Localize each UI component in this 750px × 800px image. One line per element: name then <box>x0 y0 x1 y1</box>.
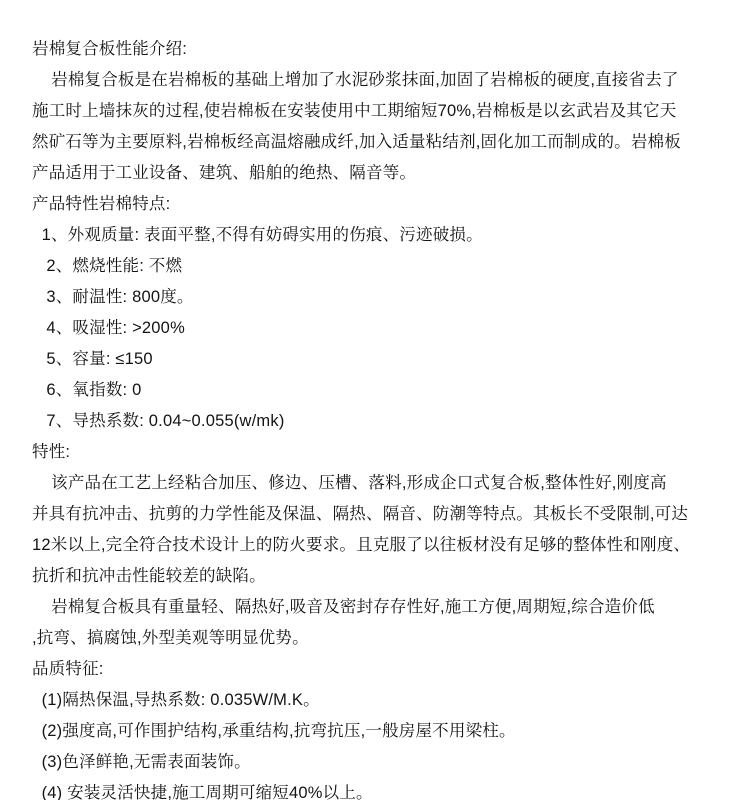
characteristics-paragraph-line: 抗折和抗冲击性能较差的缺陷。 <box>32 567 266 585</box>
list-item: 2、燃烧性能: 不燃 <box>32 257 183 275</box>
intro-paragraph-line: 然矿石等为主要原料,岩棉板经高温熔融成纤,加入适量粘结剂,固化加工而制成的。岩棉板 <box>32 133 681 151</box>
list-item: 1、外观质量: 表面平整,不得有妨碍实用的伤痕、污迹破损。 <box>32 226 483 244</box>
list-item: (2)强度高,可作围护结构,承重结构,抗弯抗压,一般房屋不用梁柱。 <box>32 722 516 740</box>
list-item: 3、耐温性: 800度。 <box>32 288 194 306</box>
characteristics-paragraph-line: 并具有抗冲击、抗剪的力学性能及保温、隔热、隔音、防潮等特点。其板长不受限制,可达 <box>32 505 689 523</box>
characteristics-paragraph-1 <box>32 468 724 592</box>
list-item: 6、氧指数: 0 <box>32 381 142 399</box>
intro-paragraph-line: 岩棉复合板是在岩棉板的基础上增加了水泥砂浆抹面,加固了岩棉板的硬度,直接省去了 <box>32 71 679 89</box>
list-item: 5、容量: ≤150 <box>32 350 153 368</box>
characteristics-paragraph-line: 12米以上,完全符合技术设计上的防火要求。且克服了以往板材没有足够的整体性和刚度、 <box>32 536 691 554</box>
characteristics-paragraph-line: 该产品在工艺上经粘合加压、修边、压槽、落料,形成企口式复合板,整体性好,刚度高 <box>32 474 667 492</box>
intro-paragraph-line: 产品适用于工业设备、建筑、船舶的绝热、隔音等。 <box>32 164 417 182</box>
intro-paragraph <box>32 65 724 189</box>
list-item: 4、吸湿性: >200% <box>32 319 185 337</box>
characteristics-paragraph-2 <box>32 592 724 654</box>
features-heading-line: 产品特性岩棉特点: <box>32 195 171 213</box>
intro-heading-line: 岩棉复合板性能介绍: <box>32 40 188 58</box>
list-item: (3)色泽鲜艳,无需表面装饰。 <box>32 753 251 771</box>
quality-list <box>32 685 724 800</box>
characteristics-paragraph-line: ,抗弯、搞腐蚀,外型美观等明显优势。 <box>32 629 309 647</box>
quality-heading-line: 品质特征: <box>32 660 104 678</box>
quality-heading <box>32 654 724 685</box>
characteristics-paragraph-line: 岩棉复合板具有重量轻、隔热好,吸音及密封存存性好,施工方便,周期短,综合造价低 <box>32 598 655 616</box>
intro-paragraph-line: 施工时上墙抹灰的过程,使岩棉板在安装使用中工期缩短70%,岩棉板是以玄武岩及其它天 <box>32 102 677 120</box>
characteristics-heading-line: 特性: <box>32 443 71 461</box>
intro-heading <box>32 34 724 65</box>
features-heading <box>32 189 724 220</box>
list-item: 7、导热系数: 0.04~0.055(w/mk) <box>32 412 285 430</box>
features-list <box>32 220 724 437</box>
list-item: (1)隔热保温,导热系数: 0.035W/M.K。 <box>32 691 320 709</box>
characteristics-heading <box>32 437 724 468</box>
list-item: (4) 安装灵活快捷,施工周期可缩短40%以上。 <box>32 784 373 800</box>
